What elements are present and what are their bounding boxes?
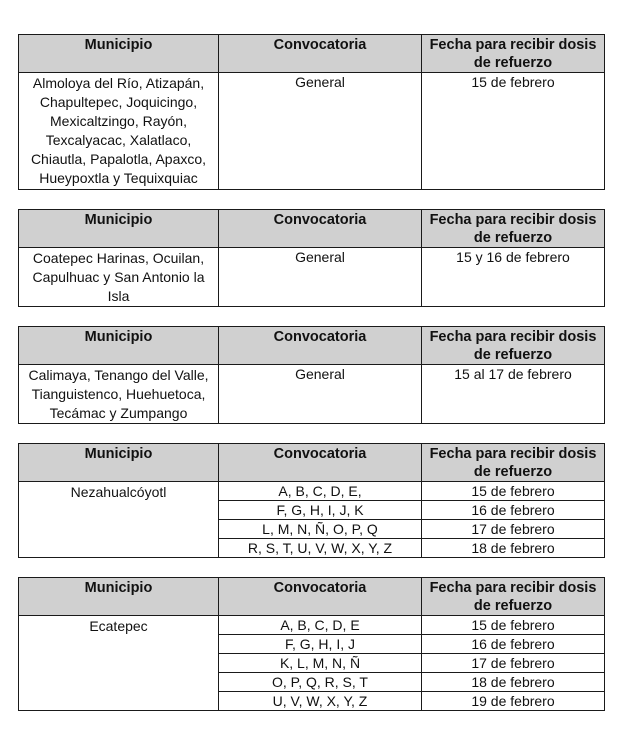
schedule-table-2 xyxy=(18,209,605,307)
municipio-cell: Coatepec Harinas, Ocuilan, Capulhuac y San Antonio la Isla xyxy=(19,248,219,307)
schedule-table-ecatepec xyxy=(18,577,605,711)
header-municipio: Municipio xyxy=(19,444,219,482)
header-convocatoria: Convocatoria xyxy=(219,578,422,616)
municipio-cell: Almoloya del Río, Atizapán, Chapultepec, Joquicingo, Mexicaltzingo, Rayón, Texcalyacac, Xalatlaco, Chiautla, Papalotla, Apaxco, Hueypoxtla y Tequixquiac xyxy=(19,73,219,190)
schedule-document xyxy=(18,34,604,730)
table-row xyxy=(19,73,605,190)
header-fecha: Fecha para recibir dosis de refuerzo xyxy=(422,578,605,616)
convocatoria-cell: General xyxy=(219,365,422,424)
convocatoria-cell: A, B, C, D, E, xyxy=(219,482,422,501)
fecha-cell: 15 de febrero xyxy=(422,73,605,190)
fecha-cell: 16 de febrero xyxy=(422,635,605,654)
header-fecha: Fecha para recibir dosis de refuerzo xyxy=(422,210,605,248)
header-convocatoria: Convocatoria xyxy=(219,444,422,482)
fecha-cell: 16 de febrero xyxy=(422,501,605,520)
convocatoria-cell: L, M, N, Ñ, O, P, Q xyxy=(219,520,422,539)
fecha-cell: 18 de febrero xyxy=(422,673,605,692)
table-row xyxy=(19,365,605,424)
header-municipio: Municipio xyxy=(19,578,219,616)
fecha-cell: 19 de febrero xyxy=(422,692,605,711)
municipio-cell: Ecatepec xyxy=(19,616,219,711)
fecha-cell: 17 de febrero xyxy=(422,520,605,539)
schedule-table-1 xyxy=(18,34,605,190)
convocatoria-cell: General xyxy=(219,73,422,190)
table-row xyxy=(19,482,605,501)
header-row xyxy=(19,444,605,482)
header-row xyxy=(19,210,605,248)
header-fecha: Fecha para recibir dosis de refuerzo xyxy=(422,327,605,365)
schedule-table-nezahualcoyotl xyxy=(18,443,605,558)
convocatoria-cell: K, L, M, N, Ñ xyxy=(219,654,422,673)
fecha-cell: 15 de febrero xyxy=(422,482,605,501)
fecha-cell: 15 al 17 de febrero xyxy=(422,365,605,424)
fecha-cell: 17 de febrero xyxy=(422,654,605,673)
convocatoria-cell: U, V, W, X, Y, Z xyxy=(219,692,422,711)
table-row xyxy=(19,616,605,635)
header-municipio: Municipio xyxy=(19,210,219,248)
convocatoria-cell: General xyxy=(219,248,422,307)
convocatoria-cell: A, B, C, D, E xyxy=(219,616,422,635)
schedule-table-3 xyxy=(18,326,605,424)
table-row xyxy=(19,248,605,307)
convocatoria-cell: O, P, Q, R, S, T xyxy=(219,673,422,692)
municipio-cell: Calimaya, Tenango del Valle, Tianguistenco, Huehuetoca, Tecámac y Zumpango xyxy=(19,365,219,424)
header-convocatoria: Convocatoria xyxy=(219,210,422,248)
header-row xyxy=(19,327,605,365)
fecha-cell: 15 y 16 de febrero xyxy=(422,248,605,307)
fecha-cell: 15 de febrero xyxy=(422,616,605,635)
header-convocatoria: Convocatoria xyxy=(219,35,422,73)
header-row xyxy=(19,35,605,73)
header-row xyxy=(19,578,605,616)
convocatoria-cell: R, S, T, U, V, W, X, Y, Z xyxy=(219,539,422,558)
header-municipio: Municipio xyxy=(19,35,219,73)
municipio-cell: Nezahualcóyotl xyxy=(19,482,219,558)
header-fecha: Fecha para recibir dosis de refuerzo xyxy=(422,444,605,482)
header-municipio: Municipio xyxy=(19,327,219,365)
header-convocatoria: Convocatoria xyxy=(219,327,422,365)
convocatoria-cell: F, G, H, I, J, K xyxy=(219,501,422,520)
convocatoria-cell: F, G, H, I, J xyxy=(219,635,422,654)
fecha-cell: 18 de febrero xyxy=(422,539,605,558)
header-fecha: Fecha para recibir dosis de refuerzo xyxy=(422,35,605,73)
